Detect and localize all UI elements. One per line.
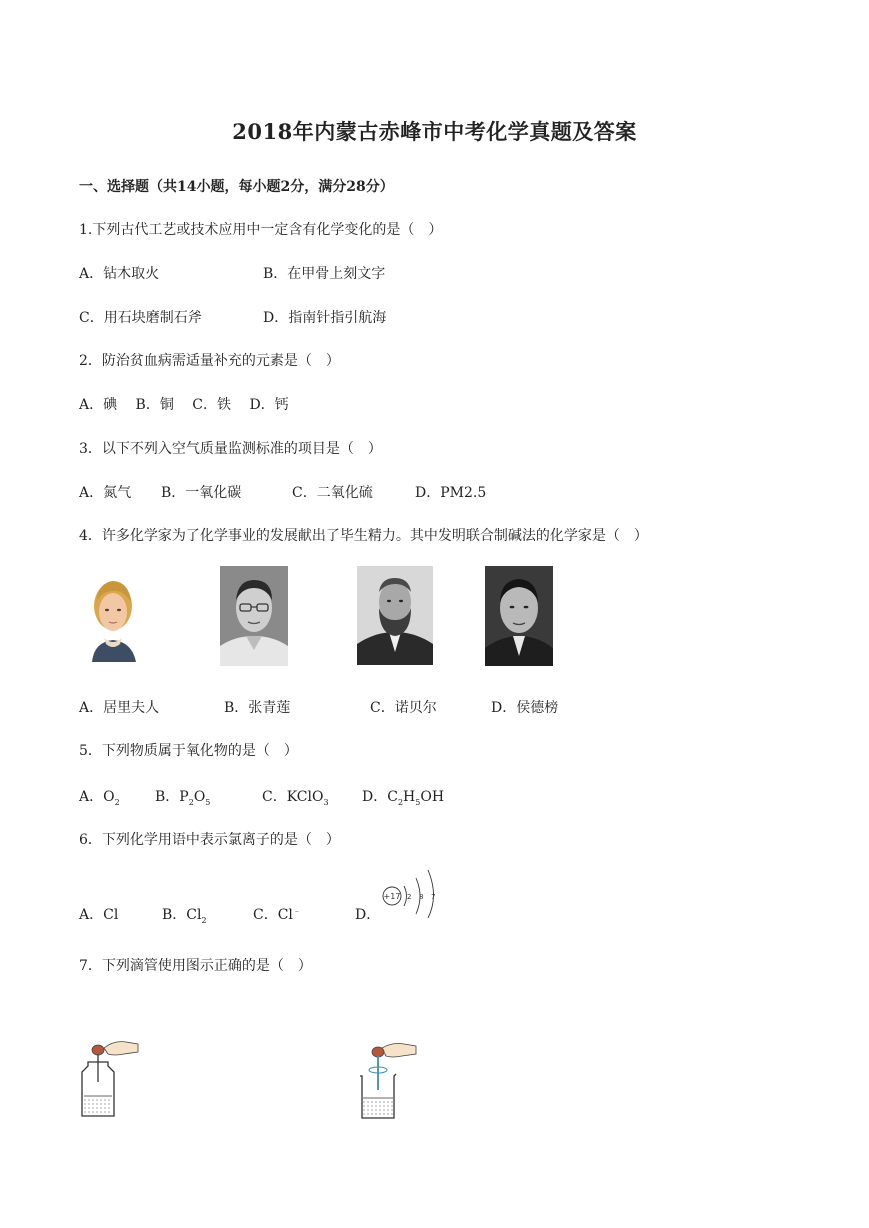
question-4-option-b: B．张青莲 [224,700,291,716]
question-6-option-b: B．$Cl_2$ [162,907,207,925]
question-4-option-d: D．侯德榜 [491,700,559,716]
shell-2-electrons: 8 [419,893,424,901]
question-6-option-d: D． [355,907,381,923]
dropper-into-beaker-illustration [358,1040,418,1120]
question-1-option-a: A．钻木取火 [79,266,160,282]
portrait-curie [84,572,142,662]
question-7-stem: 7．下列滴管使用图示正确的是（ ） [79,958,312,974]
question-6-option-a: A．Cl [79,907,119,923]
shell-3-electrons: 7 [431,893,436,901]
question-3-stem: 3．以下不列入空气质量监测标准的项目是（ ） [79,441,382,457]
question-1-option-d: D．指南针指引航海 [263,310,387,326]
dropper-in-bottle-illustration [80,1036,140,1120]
portrait-zhang-qinglian [220,566,288,666]
question-5-option-b: B．$P_2O_5$ [155,789,211,807]
question-3-option-d: D．PM2.5 [415,485,487,501]
question-1-option-b: B．在甲骨上刻文字 [263,266,386,282]
nucleus-charge-label: +17 [383,892,401,901]
portrait-nobel [357,566,433,665]
page-title: 2018年内蒙古赤峰市中考化学真题及答案 [232,119,637,144]
question-4-option-a: A．居里夫人 [79,700,160,716]
question-5-option-a: A．$O_2$ [79,789,120,807]
question-4-stem: 4．许多化学家为了化学事业的发展献出了毕生精力。其中发明联合制碱法的化学家是（ ） [79,528,648,544]
chlorine-atom-structure-diagram [378,866,442,918]
section-heading: 一、选择题（共14小题，每小题2分，满分28分） [79,179,394,195]
question-5-option-c: C．KClO$_3$ [262,789,329,807]
question-1-stem: 1.下列古代工艺或技术应用中一定含有化学变化的是（ ） [79,222,443,238]
question-3-option-a: A．氮气 [79,485,132,501]
question-4-option-c: C．诺贝尔 [370,700,437,716]
question-3-option-c: C．二氧化硫 [292,485,373,501]
question-5-option-d: D．$C_2H_5OH$ [362,789,445,807]
question-6-option-c: C．Cl﹣ [253,906,301,923]
question-5-stem: 5．下列物质属于氧化物的是（ ） [79,743,298,759]
question-2-stem: 2．防治贫血病需适量补充的元素是（ ） [79,353,340,369]
question-6-stem: 6．下列化学用语中表示氯离子的是（ ） [79,832,340,848]
question-3-option-b: B．一氧化碳 [161,485,242,501]
portrait-hou-debang [485,566,553,666]
question-1-option-c: C．用石块磨制石斧 [79,310,202,326]
shell-1-electrons: 2 [407,893,412,901]
question-2-options: A．碘 B．铜 C．铁 D．钙 [79,397,289,413]
